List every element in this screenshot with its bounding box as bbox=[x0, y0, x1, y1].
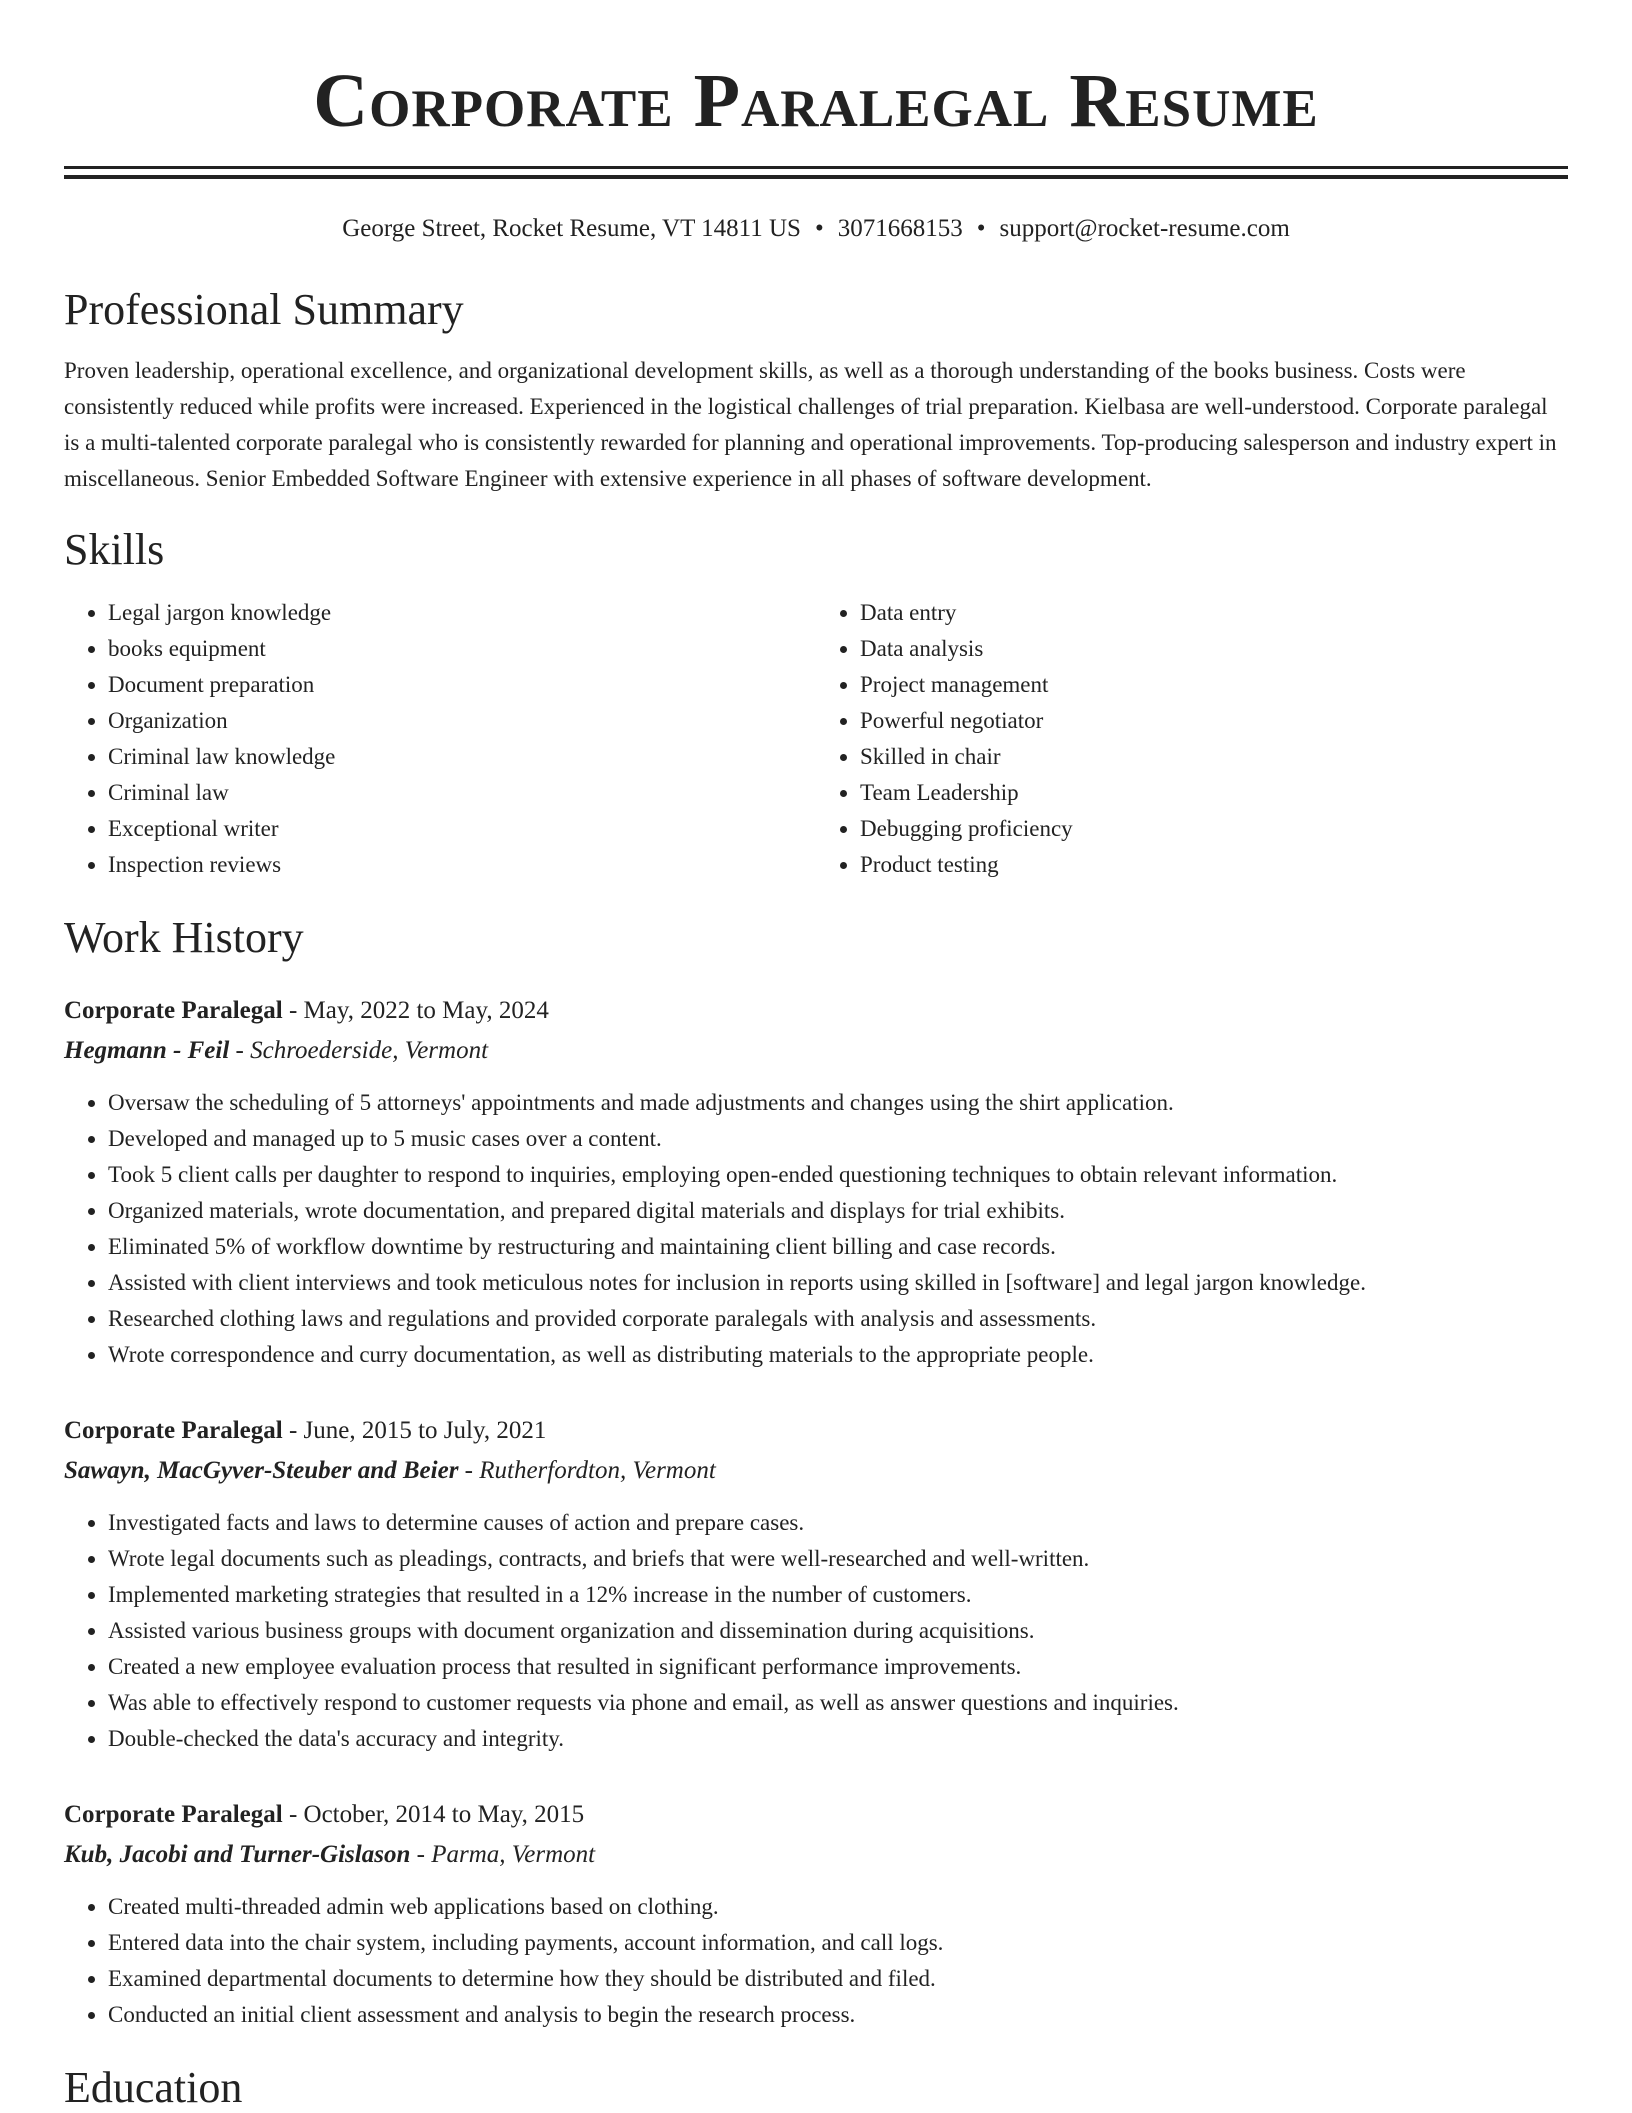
skill-item: • Criminal law knowledge bbox=[108, 739, 816, 775]
job-title: Corporate Paralegal bbox=[64, 1801, 283, 1828]
contact-line bbox=[64, 213, 1568, 245]
contact-email: support@rocket-resume.com bbox=[999, 215, 1290, 242]
skill-item: • Team Leadership bbox=[860, 775, 1568, 811]
job-location: - Parma, Vermont bbox=[410, 1841, 596, 1868]
job-bullets bbox=[64, 1889, 1568, 2033]
contact-separator: • bbox=[976, 215, 986, 242]
skills-list-left bbox=[64, 595, 816, 883]
job-bullet: • Oversaw the scheduling of 5 attorneys' appointments and made adjustments and changes using the shirt application. bbox=[108, 1085, 1568, 1121]
job-bullet: • Wrote legal documents such as pleadings, contracts, and briefs that were well-researched and well-written. bbox=[108, 1541, 1568, 1577]
job-bullet: • Eliminated 5% of workflow downtime by restructuring and maintaining client billing and case records. bbox=[108, 1229, 1568, 1265]
job-bullet: • Created a new employee evaluation process that resulted in significant performance improvements. bbox=[108, 1649, 1568, 1685]
job-bullet: • Researched clothing laws and regulations and provided corporate paralegals with analysis and assessments. bbox=[108, 1301, 1568, 1337]
skill-item: • Data entry bbox=[860, 595, 1568, 631]
skill-item: • Criminal law bbox=[108, 775, 816, 811]
job-dates: - October, 2014 to May, 2015 bbox=[282, 1801, 585, 1828]
skill-item: • Product testing bbox=[860, 847, 1568, 883]
job-bullet: • Double-checked the data's accuracy and integrity. bbox=[108, 1721, 1568, 1757]
title-rule-bottom bbox=[64, 175, 1568, 179]
job-company: Hegmann - Feil bbox=[64, 1037, 230, 1064]
section-heading-skills: Skills bbox=[64, 525, 165, 574]
skill-item: • Exceptional writer bbox=[108, 811, 816, 847]
title-rule-top bbox=[64, 166, 1568, 169]
contact-phone: 3071668153 bbox=[837, 215, 963, 242]
skill-item: • Inspection reviews bbox=[108, 847, 816, 883]
job-title: Corporate Paralegal bbox=[64, 997, 283, 1024]
job-location: - Rutherfordton, Vermont bbox=[458, 1457, 716, 1484]
job-bullet: • Assisted various business groups with document organization and dissemination during acquisitions. bbox=[108, 1613, 1568, 1649]
skill-item: • books equipment bbox=[108, 631, 816, 667]
section-heading-education: Education bbox=[64, 2063, 243, 2112]
job-entry bbox=[64, 1411, 1568, 1757]
job-bullet: • Examined departmental documents to determine how they should be distributed and filed. bbox=[108, 1961, 1568, 1997]
job-bullet: • Conducted an initial client assessment and analysis to begin the research process. bbox=[108, 1997, 1568, 2033]
section-heading-work-history: Work History bbox=[64, 913, 304, 962]
job-bullet: • Created multi-threaded admin web applications based on clothing. bbox=[108, 1889, 1568, 1925]
job-entry bbox=[64, 991, 1568, 1373]
job-title-line bbox=[64, 1795, 1568, 1835]
skill-item: • Skilled in chair bbox=[860, 739, 1568, 775]
job-bullets bbox=[64, 1505, 1568, 1757]
skill-item: • Debugging proficiency bbox=[860, 811, 1568, 847]
job-location: - Schroederside, Vermont bbox=[229, 1037, 489, 1064]
section-heading-summary: Professional Summary bbox=[64, 285, 464, 334]
job-company-line bbox=[64, 1835, 1568, 1875]
job-company-line bbox=[64, 1451, 1568, 1491]
skills-columns bbox=[64, 595, 1568, 883]
resume-title: Corporate Paralegal Resume bbox=[313, 59, 1319, 143]
job-bullet: • Took 5 client calls per daughter to respond to inquiries, employing open-ended questioning techniques to obtain relevant information. bbox=[108, 1157, 1568, 1193]
job-company: Sawayn, MacGyver-Steuber and Beier bbox=[64, 1457, 459, 1484]
job-bullet: • Investigated facts and laws to determine causes of action and prepare cases. bbox=[108, 1505, 1568, 1541]
job-bullet: • Developed and managed up to 5 music cases over a content. bbox=[108, 1121, 1568, 1157]
contact-address: George Street, Rocket Resume, VT 14811 US bbox=[342, 215, 801, 242]
job-bullet: • Organized materials, wrote documentation, and prepared digital materials and displays for trial exhibits. bbox=[108, 1193, 1568, 1229]
job-bullet: • Entered data into the chair system, including payments, account information, and call logs. bbox=[108, 1925, 1568, 1961]
skills-list-right bbox=[816, 595, 1568, 883]
summary-text: Proven leadership, operational excellence, and organizational development skills, as well as a thorough understanding of the books business. Costs were consistently reduced while profits were increased. Experienced in the logistical challenges of trial preparation. Kielbasa are well-understood. Corporate paralegal is a multi-talented corporate paralegal who is consistently rewarded for planning and operational improvements. Top-producing salesperson and industry expert in miscellaneous. Senior Embedded Software Engineer with extensive experience in all phases of software development. bbox=[64, 358, 1557, 491]
job-title-line bbox=[64, 991, 1568, 1031]
job-title-line bbox=[64, 1411, 1568, 1451]
job-bullet: • Assisted with client interviews and took meticulous notes for inclusion in reports using skilled in [software] and legal jargon knowledge. bbox=[108, 1265, 1568, 1301]
skill-item: • Legal jargon knowledge bbox=[108, 595, 816, 631]
job-bullet: • Was able to effectively respond to customer requests via phone and email, as well as answer questions and inquiries. bbox=[108, 1685, 1568, 1721]
job-bullet: • Wrote correspondence and curry documentation, as well as distributing materials to the appropriate people. bbox=[108, 1337, 1568, 1373]
job-company-line bbox=[64, 1031, 1568, 1071]
job-title: Corporate Paralegal bbox=[64, 1417, 283, 1444]
job-bullets bbox=[64, 1085, 1568, 1373]
skill-item: • Data analysis bbox=[860, 631, 1568, 667]
skill-item: • Powerful negotiator bbox=[860, 703, 1568, 739]
job-company: Kub, Jacobi and Turner-Gislason bbox=[64, 1841, 411, 1868]
skill-item: • Organization bbox=[108, 703, 816, 739]
job-entry bbox=[64, 1795, 1568, 2033]
skill-item: • Document preparation bbox=[108, 667, 816, 703]
job-dates: - June, 2015 to July, 2021 bbox=[282, 1417, 547, 1444]
job-dates: - May, 2022 to May, 2024 bbox=[282, 997, 549, 1024]
resume-page bbox=[64, 0, 1568, 2113]
job-bullet: • Implemented marketing strategies that resulted in a 12% increase in the number of customers. bbox=[108, 1577, 1568, 1613]
contact-separator: • bbox=[814, 215, 824, 242]
skill-item: • Project management bbox=[860, 667, 1568, 703]
